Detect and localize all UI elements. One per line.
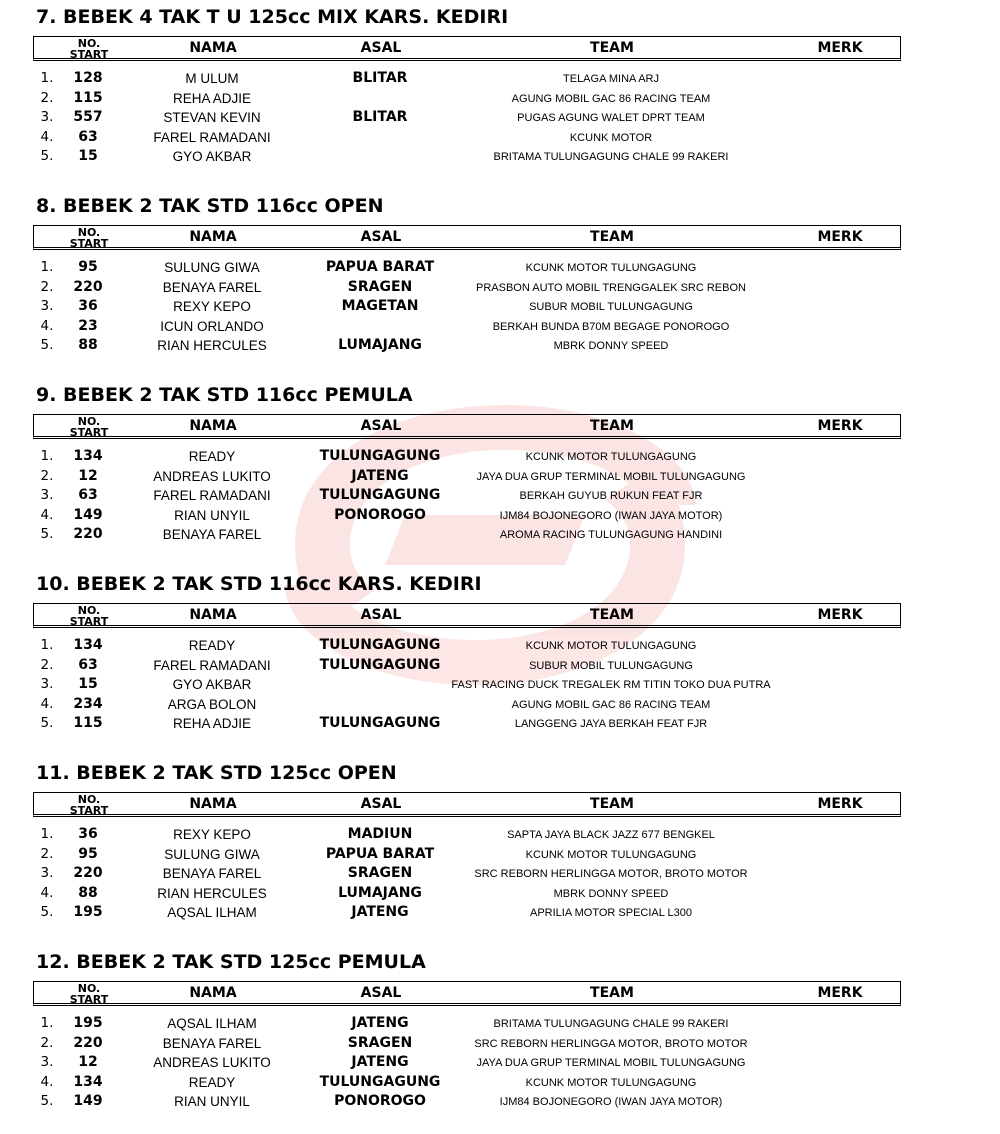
- header-team: TEAM: [590, 796, 634, 812]
- rider-name-cell: RIAN HERCULES: [157, 885, 267, 901]
- origin-cell: PONOROGO: [334, 1093, 426, 1110]
- rider-name-cell: FAREL RAMADANI: [153, 129, 271, 145]
- table-row: [0, 447, 1000, 467]
- start-number-cell: 36: [78, 826, 98, 842]
- origin-cell: PAPUA BARAT: [325, 845, 435, 862]
- team-cell: SUBUR MOBIL TULUNGAGUNG: [529, 301, 693, 314]
- table-header: [33, 414, 901, 439]
- origin-cell: PONOROGO: [334, 506, 426, 523]
- position-cell: 5.: [40, 715, 54, 732]
- rider-name-cell: BENAYA FAREL: [162, 527, 262, 543]
- start-number-cell: 195: [73, 1015, 103, 1031]
- table-row: [0, 108, 1000, 128]
- position-cell: 5.: [40, 526, 54, 543]
- position-cell: 3.: [40, 1054, 54, 1071]
- table-row: [0, 258, 1000, 278]
- origin-cell: JATENG: [351, 467, 409, 484]
- team-cell: LANGGENG JAYA BERKAH FEAT FJR: [514, 718, 708, 731]
- team-cell: JAYA DUA GRUP TERMINAL MOBIL TULUNGAGUNG: [476, 470, 746, 483]
- origin-cell: BLITAR: [352, 109, 408, 126]
- origin-cell: TULUNGAGUNG: [319, 656, 441, 673]
- position-cell: 1.: [40, 1015, 54, 1031]
- team-cell: MBRK DONNY SPEED: [553, 887, 669, 900]
- rider-name-cell: READY: [188, 638, 236, 653]
- header-no-label: NO.: [77, 604, 101, 617]
- table-row: [0, 656, 1000, 676]
- table-row: [0, 695, 1000, 715]
- team-cell: BERKAH GUYUB RUKUN FEAT FJR: [519, 490, 703, 503]
- position-cell: 4.: [40, 317, 54, 334]
- rider-name-cell: ICUN ORLANDO: [160, 318, 264, 334]
- start-number-cell: 63: [78, 487, 98, 504]
- position-cell: 1.: [40, 826, 54, 842]
- start-number-cell: 557: [73, 109, 103, 126]
- header-asal: ASAL: [360, 418, 402, 434]
- origin-cell: TULUNGAGUNG: [319, 487, 441, 504]
- start-number-cell: 220: [73, 278, 103, 295]
- position-cell: 5.: [40, 1093, 54, 1110]
- rider-name-cell: READY: [188, 449, 236, 464]
- header-no-start: [70, 38, 109, 60]
- position-cell: 1.: [40, 637, 54, 653]
- team-cell: KCUNK MOTOR TULUNGAGUNG: [525, 640, 697, 652]
- position-cell: 2.: [40, 656, 54, 673]
- rider-name-cell: READY: [188, 1074, 236, 1090]
- header-no-label: NO.: [77, 415, 101, 428]
- header-start-label: START: [69, 615, 109, 628]
- start-number-cell: 63: [78, 656, 98, 673]
- rider-name-cell: FAREL RAMADANI: [153, 488, 271, 504]
- origin-cell: TULUNGAGUNG: [319, 637, 441, 653]
- class-title: 12. BEBEK 2 TAK STD 125cc PEMULA: [36, 951, 426, 973]
- table-row: [0, 675, 1000, 695]
- table-header: [33, 981, 901, 1006]
- header-merk: MERK: [817, 796, 863, 812]
- rider-name-cell: REHA ADJIE: [172, 716, 252, 732]
- start-number-cell: 134: [73, 448, 103, 464]
- origin-cell: TULUNGAGUNG: [319, 448, 441, 464]
- rider-name-cell: SULUNG GIWA: [164, 260, 260, 275]
- rider-name-cell: ANDREAS LUKITO: [153, 1055, 271, 1071]
- table-row: [0, 1053, 1000, 1073]
- position-cell: 3.: [40, 298, 54, 315]
- header-no-start: [70, 605, 109, 627]
- race-class-section: [0, 189, 1000, 378]
- header-no-label: NO.: [77, 793, 101, 806]
- start-number-cell: 88: [78, 337, 98, 354]
- position-cell: 2.: [40, 467, 54, 484]
- position-cell: 3.: [40, 487, 54, 504]
- rider-name-cell: BENAYA FAREL: [162, 279, 262, 295]
- start-number-cell: 36: [78, 298, 98, 315]
- origin-cell: TULUNGAGUNG: [319, 715, 441, 732]
- team-cell: AROMA RACING TULUNGAGUNG HANDINI: [499, 529, 723, 542]
- table-row: [0, 69, 1000, 89]
- origin-cell: SRAGEN: [347, 865, 413, 882]
- header-nama: NAMA: [189, 418, 237, 434]
- position-cell: 2.: [40, 845, 54, 862]
- start-number-cell: 220: [73, 526, 103, 543]
- team-cell: JAYA DUA GRUP TERMINAL MOBIL TULUNGAGUNG: [476, 1057, 746, 1070]
- table-row: [0, 89, 1000, 109]
- table-header: [33, 36, 901, 61]
- position-cell: 2.: [40, 278, 54, 295]
- table-row: [0, 147, 1000, 167]
- table-row: [0, 1073, 1000, 1093]
- table-row: [0, 825, 1000, 845]
- team-cell: FAST RACING DUCK TREGALEK RM TITIN TOKO DUA PUTRA: [451, 679, 771, 692]
- header-merk: MERK: [817, 985, 863, 1001]
- header-asal: ASAL: [360, 40, 402, 56]
- rider-name-cell: AQSAL ILHAM: [167, 905, 257, 921]
- rider-name-cell: BENAYA FAREL: [162, 866, 262, 882]
- rider-name-cell: M ULUM: [185, 71, 239, 86]
- position-cell: 5.: [40, 148, 54, 165]
- position-cell: 5.: [40, 337, 54, 354]
- header-start-label: START: [69, 993, 109, 1006]
- start-number-cell: 95: [78, 845, 98, 862]
- start-number-cell: 220: [73, 865, 103, 882]
- position-cell: 4.: [40, 128, 54, 145]
- header-no-start: [70, 983, 109, 1005]
- start-number-cell: 134: [73, 637, 103, 653]
- header-no-label: NO.: [77, 37, 101, 50]
- origin-cell: BLITAR: [352, 70, 408, 86]
- origin-cell: LUMAJANG: [338, 884, 422, 901]
- origin-cell: MAGETAN: [341, 298, 419, 315]
- rider-name-cell: GYO AKBAR: [172, 149, 252, 165]
- header-no-start: [70, 794, 109, 816]
- team-cell: SAPTA JAYA BLACK JAZZ 677 BENGKEL: [507, 829, 715, 841]
- start-number-cell: 23: [78, 317, 98, 334]
- origin-cell: LUMAJANG: [338, 337, 422, 354]
- table-row: [0, 297, 1000, 317]
- team-cell: TELAGA MINA ARJ: [563, 73, 659, 85]
- team-cell: SRC REBORN HERLINGGA MOTOR, BROTO MOTOR: [474, 868, 748, 881]
- team-cell: KCUNK MOTOR: [569, 131, 653, 144]
- race-class-section: [0, 756, 1000, 945]
- position-cell: 3.: [40, 109, 54, 126]
- header-asal: ASAL: [360, 985, 402, 1001]
- table-row: [0, 128, 1000, 148]
- class-title: 10. BEBEK 2 TAK STD 116cc KARS. KEDIRI: [36, 573, 482, 595]
- header-asal: ASAL: [360, 796, 402, 812]
- origin-cell: JATENG: [351, 1015, 409, 1031]
- rider-name-cell: BENAYA FAREL: [162, 1035, 262, 1051]
- table-row: [0, 467, 1000, 487]
- table-row: [0, 506, 1000, 526]
- header-team: TEAM: [590, 418, 634, 434]
- start-number-cell: 149: [73, 1093, 103, 1110]
- origin-cell: SRAGEN: [347, 278, 413, 295]
- start-number-cell: 12: [78, 1054, 98, 1071]
- start-number-cell: 134: [73, 1073, 103, 1090]
- header-nama: NAMA: [189, 796, 237, 812]
- start-number-cell: 63: [78, 128, 98, 145]
- header-team: TEAM: [590, 607, 634, 623]
- table-row: [0, 278, 1000, 298]
- rider-name-cell: ANDREAS LUKITO: [153, 468, 271, 484]
- start-number-cell: 128: [73, 70, 103, 86]
- class-title: 9. BEBEK 2 TAK STD 116cc PEMULA: [36, 384, 413, 406]
- team-cell: APRILIA MOTOR SPECIAL L300: [529, 907, 693, 920]
- header-asal: ASAL: [360, 229, 402, 245]
- rider-name-cell: RIAN UNYIL: [174, 1094, 250, 1110]
- table-header: [33, 225, 901, 250]
- team-cell: KCUNK MOTOR TULUNGAGUNG: [525, 451, 697, 463]
- rider-name-cell: FAREL RAMADANI: [153, 657, 271, 673]
- start-number-cell: 88: [78, 884, 98, 901]
- origin-cell: JATENG: [351, 904, 409, 921]
- start-number-cell: 95: [78, 259, 98, 275]
- start-number-cell: 234: [73, 695, 103, 712]
- team-cell: AGUNG MOBIL GAC 86 RACING TEAM: [511, 92, 711, 105]
- position-cell: 3.: [40, 865, 54, 882]
- table-row: [0, 336, 1000, 356]
- class-title: 7. BEBEK 4 TAK T U 125cc MIX KARS. KEDIRI: [36, 6, 509, 28]
- table-row: [0, 486, 1000, 506]
- team-cell: KCUNK MOTOR TULUNGAGUNG: [525, 262, 697, 274]
- table-row: [0, 1034, 1000, 1054]
- header-team: TEAM: [590, 229, 634, 245]
- header-team: TEAM: [590, 40, 634, 56]
- header-asal: ASAL: [360, 607, 402, 623]
- header-merk: MERK: [817, 229, 863, 245]
- table-row: [0, 864, 1000, 884]
- header-no-start: [70, 416, 109, 438]
- origin-cell: PAPUA BARAT: [325, 259, 435, 275]
- header-start-label: START: [69, 48, 109, 61]
- team-cell: SRC REBORN HERLINGGA MOTOR, BROTO MOTOR: [474, 1037, 748, 1050]
- class-title: 11. BEBEK 2 TAK STD 125cc OPEN: [36, 762, 397, 784]
- start-number-cell: 115: [73, 715, 103, 732]
- start-number-cell: 15: [78, 676, 98, 693]
- position-cell: 3.: [40, 676, 54, 693]
- table-row: [0, 845, 1000, 865]
- header-nama: NAMA: [189, 40, 237, 56]
- team-cell: IJM84 BOJONEGORO (IWAN JAYA MOTOR): [499, 509, 723, 522]
- start-number-cell: 195: [73, 904, 103, 921]
- rider-name-cell: ARGA BOLON: [167, 696, 257, 712]
- header-no-start: [70, 227, 109, 249]
- position-cell: 4.: [40, 506, 54, 523]
- table-row: [0, 1092, 1000, 1112]
- rider-name-cell: REHA ADJIE: [172, 90, 252, 106]
- position-cell: 4.: [40, 695, 54, 712]
- team-cell: BRITAMA TULUNGAGUNG CHALE 99 RAKERI: [493, 1018, 729, 1030]
- header-merk: MERK: [817, 418, 863, 434]
- team-cell: KCUNK MOTOR TULUNGAGUNG: [525, 1076, 697, 1089]
- team-cell: SUBUR MOBIL TULUNGAGUNG: [529, 659, 693, 672]
- start-number-cell: 115: [73, 89, 103, 106]
- team-cell: KCUNK MOTOR TULUNGAGUNG: [525, 848, 697, 861]
- rider-name-cell: RIAN HERCULES: [157, 338, 267, 354]
- table-row: [0, 525, 1000, 545]
- table-row: [0, 1014, 1000, 1034]
- table-row: [0, 884, 1000, 904]
- header-no-label: NO.: [77, 982, 101, 995]
- header-merk: MERK: [817, 607, 863, 623]
- team-cell: PRASBON AUTO MOBIL TRENGGALEK SRC REBON: [476, 281, 746, 294]
- team-cell: BERKAH BUNDA B70M BEGAGE PONOROGO: [492, 320, 730, 333]
- origin-cell: SRAGEN: [347, 1034, 413, 1051]
- position-cell: 2.: [40, 1034, 54, 1051]
- position-cell: 4.: [40, 884, 54, 901]
- position-cell: 1.: [40, 259, 54, 275]
- position-cell: 4.: [40, 1073, 54, 1090]
- header-start-label: START: [69, 426, 109, 439]
- header-team: TEAM: [590, 985, 634, 1001]
- team-cell: IJM84 BOJONEGORO (IWAN JAYA MOTOR): [499, 1096, 723, 1109]
- rider-name-cell: REXY KEPO: [173, 299, 251, 315]
- header-nama: NAMA: [189, 607, 237, 623]
- class-title: 8. BEBEK 2 TAK STD 116cc OPEN: [36, 195, 384, 217]
- table-header: [33, 603, 901, 628]
- table-row: [0, 636, 1000, 656]
- position-cell: 5.: [40, 904, 54, 921]
- race-class-section: [0, 567, 1000, 756]
- team-cell: AGUNG MOBIL GAC 86 RACING TEAM: [511, 698, 711, 711]
- rider-name-cell: REXY KEPO: [173, 827, 251, 842]
- start-number-cell: 220: [73, 1034, 103, 1051]
- rider-name-cell: AQSAL ILHAM: [167, 1016, 257, 1031]
- team-cell: PUGAS AGUNG WALET DPRT TEAM: [517, 112, 705, 125]
- team-cell: MBRK DONNY SPEED: [553, 340, 669, 353]
- header-start-label: START: [69, 804, 109, 817]
- table-row: [0, 714, 1000, 734]
- race-class-section: [0, 0, 1000, 189]
- origin-cell: TULUNGAGUNG: [319, 1073, 441, 1090]
- position-cell: 2.: [40, 89, 54, 106]
- rider-name-cell: GYO AKBAR: [172, 677, 252, 693]
- header-nama: NAMA: [189, 229, 237, 245]
- team-cell: BRITAMA TULUNGAGUNG CHALE 99 RAKERI: [493, 151, 729, 164]
- table-row: [0, 317, 1000, 337]
- header-nama: NAMA: [189, 985, 237, 1001]
- start-number-cell: 15: [78, 148, 98, 165]
- header-start-label: START: [69, 237, 109, 250]
- rider-name-cell: RIAN UNYIL: [174, 507, 250, 523]
- rider-name-cell: STEVAN KEVIN: [163, 110, 261, 126]
- race-class-section: [0, 945, 1000, 1134]
- origin-cell: MADIUN: [347, 826, 413, 842]
- rider-name-cell: SULUNG GIWA: [164, 846, 260, 862]
- table-row: [0, 903, 1000, 923]
- header-no-label: NO.: [77, 226, 101, 239]
- position-cell: 1.: [40, 448, 54, 464]
- position-cell: 1.: [40, 70, 54, 86]
- race-class-section: [0, 378, 1000, 567]
- start-number-cell: 12: [78, 467, 98, 484]
- header-merk: MERK: [817, 40, 863, 56]
- table-header: [33, 792, 901, 817]
- start-number-cell: 149: [73, 506, 103, 523]
- origin-cell: JATENG: [351, 1054, 409, 1071]
